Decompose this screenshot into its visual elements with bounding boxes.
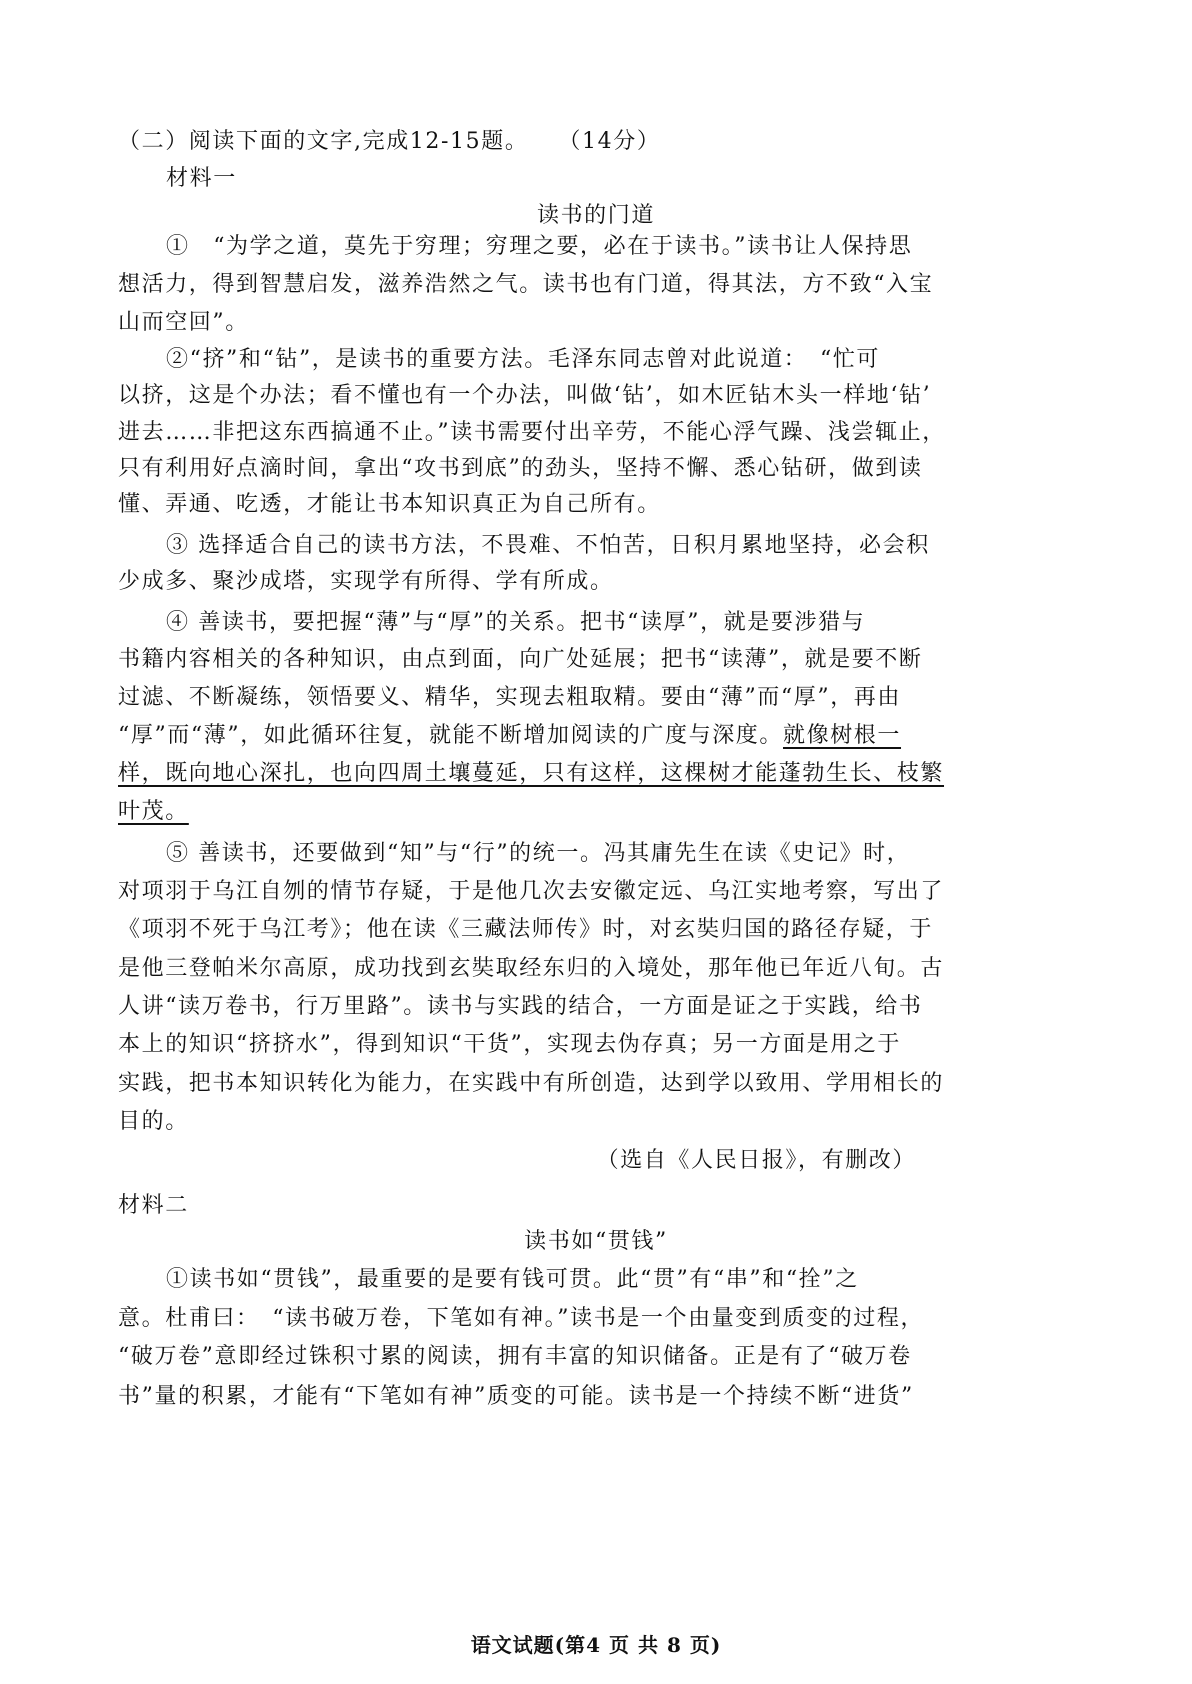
paragraph-line: 实践，把书本知识转化为能力，在实践中有所创造，达到学以致用、学用相长的 <box>118 1071 945 1096</box>
material2-title: 读书如“贯钱” <box>524 1229 668 1254</box>
paragraph-line: 想活力，得到智慧启发，滋养浩然之气。读书也有门道，得其法，方不致“入宝 <box>118 272 934 297</box>
underlined-sentence: 就像树根一 <box>783 723 902 748</box>
paragraph-line: 目的。 <box>118 1109 189 1134</box>
paragraph-line: 山而空回”。 <box>118 310 249 335</box>
paragraph-text: “厚”而“薄”，如此循环往复，就能不断增加阅读的广度与深度。 <box>118 723 783 748</box>
paragraph-line: 懂、弄通、吃透，才能让书本知识真正为自己所有。 <box>118 492 661 517</box>
page-footer: 语文试题(第4 页 共 8 页) <box>470 1633 722 1657</box>
paragraph-line <box>118 722 901 750</box>
paragraph-line: 书”量的积累，才能有“下笔如有神”质变的可能。读书是一个持续不断“进货” <box>118 1384 914 1409</box>
material1-source: （选自《人民日报》，有删改） <box>596 1148 916 1173</box>
section-instruction: （二）阅读下面的文字,完成12-15题。 <box>118 129 529 154</box>
paragraph-line: 书籍内容相关的各种知识，由点到面，向广处延展；把书“读薄”，就是要不断 <box>118 647 923 672</box>
material1-title: 读书的门道 <box>536 203 655 228</box>
paragraph-line: ①读书如“贯钱”，最重要的是要有钱可贯。此“贯”有“串”和“拴”之 <box>166 1267 859 1292</box>
paragraph-line: 本上的知识“挤挤水”，得到知识“干货”，实现去伪存真；另一方面是用之于 <box>118 1032 901 1057</box>
paragraph-line: ②“挤”和“钻”，是读书的重要方法。毛泽东同志曾对此说道： “忙可 <box>166 347 881 372</box>
paragraph-line: 只有利用好点滴时间，拿出“攻书到底”的劲头，坚持不懈、悉心钻研，做到读 <box>118 456 923 481</box>
paragraph-line: 过滤、不断凝练，领悟要义、精华，实现去粗取精。要由“薄”而“厚”，再由 <box>118 685 901 710</box>
paragraph-line: 《项羽不死于乌江考》；他在读《三藏法师传》时，对玄奘归国的路径存疑，于 <box>118 917 934 942</box>
paragraph-line: ⑤ 善读书，还要做到“知”与“行”的统一。冯其庸先生在读《史记》时， <box>166 841 911 866</box>
material2-label: 材料二 <box>118 1193 189 1218</box>
paragraph-line: ③ 选择适合自己的读书方法，不畏难、不怕苦，日积月累地坚持，必会积 <box>166 533 930 558</box>
underlined-sentence: 样，既向地心深扎，也向四周土壤蔓延，只有这样，这棵树才能蓬勃生长、枝繁 <box>118 761 945 786</box>
paragraph-line: 人讲“读万卷书，行万里路”。读书与实践的结合，一方面是证之于实践，给书 <box>118 994 923 1019</box>
underlined-sentence: 叶茂。 <box>118 799 189 824</box>
paragraph-line: “破万卷”意即经过铢积寸累的阅读，拥有丰富的知识储备。正是有了“破万卷 <box>118 1344 912 1369</box>
section-score: （14分） <box>558 129 661 154</box>
section-heading <box>118 128 660 156</box>
paragraph-line: 对项羽于乌江自刎的情节存疑，于是他几次去安徽定远、乌江实地考察，写出了 <box>118 879 945 904</box>
paragraph-line: 进去……非把这东西搞通不止。”读书需要付出辛劳，不能心浮气躁、浅尝辄止， <box>118 420 946 445</box>
paragraph-line: 是他三登帕米尔高原，成功找到玄奘取经东归的入境处，那年他已年近八旬。古 <box>118 956 945 981</box>
paragraph-line: ① “为学之道，莫先于穷理；穷理之要，必在于读书。”读书让人保持思 <box>166 234 913 259</box>
paragraph-line: 以挤，这是个办法；看不懂也有一个办法，叫做‘钻’，如木匠钻木头一样地‘钻’ <box>118 383 932 408</box>
paragraph-line: 意。杜甫曰： “读书破万卷，下笔如有神。”读书是一个由量变到质变的过程， <box>118 1306 925 1331</box>
material1-label: 材料一 <box>166 166 237 191</box>
paragraph-line: 少成多、聚沙成塔，实现学有所得、学有所成。 <box>118 569 614 594</box>
paragraph-line: ④ 善读书，要把握“薄”与“厚”的关系。把书“读厚”，就是要涉猎与 <box>166 610 866 635</box>
